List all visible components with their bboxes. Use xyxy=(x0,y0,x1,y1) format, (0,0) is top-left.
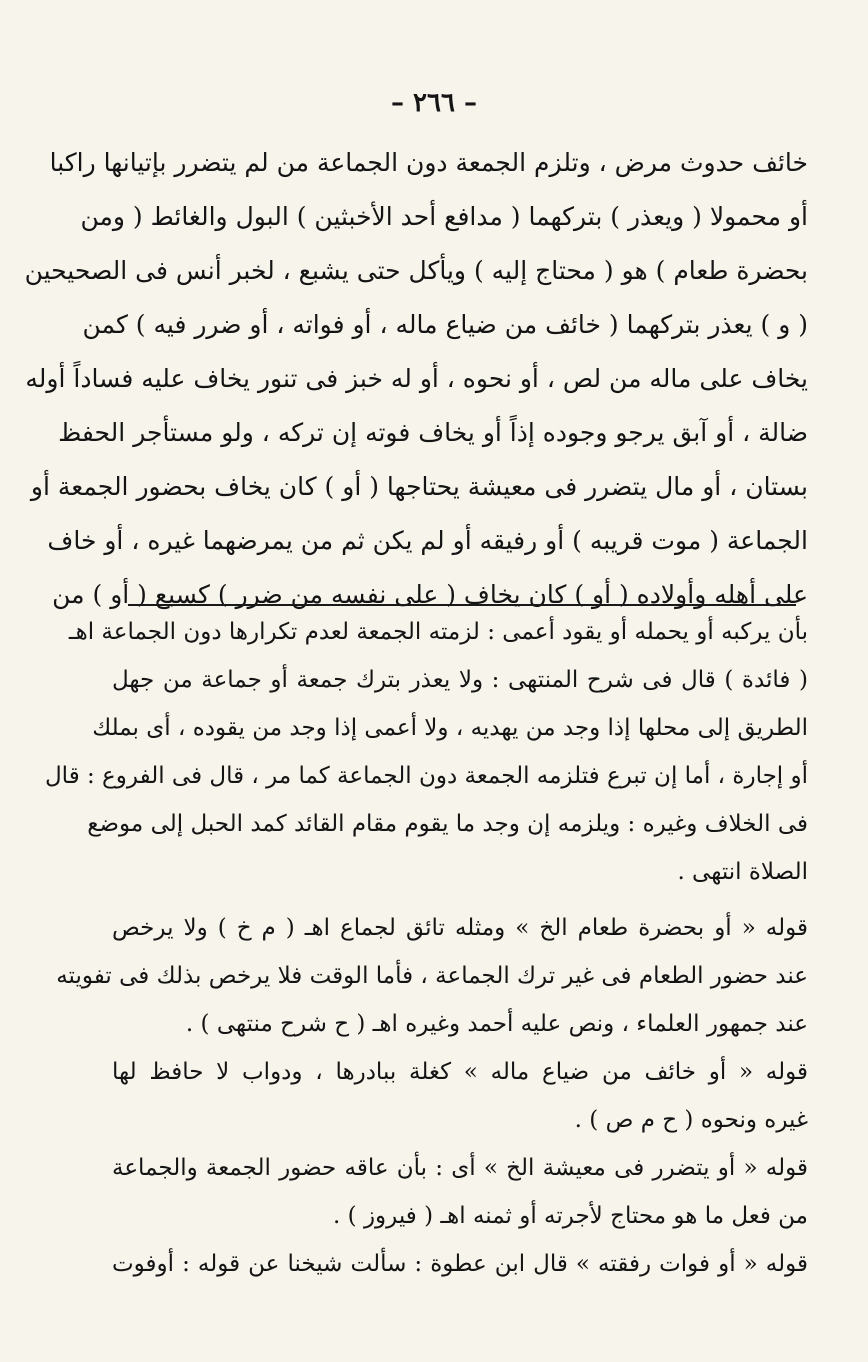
main-text-line: ( و ) يعذر بتركهما ( خائف من ضياع ماله ، أو فواته ، أو ضرر فيه ) كمن xyxy=(82,310,808,339)
page-number: – ٢٦٦ – xyxy=(390,88,478,118)
footnote-line: أو إجارة ، أما إن تبرع فتلزمه الجمعة دون الجماعة كما مر ، قال فى الفروع : قال xyxy=(44,763,808,789)
footnote-line: فى الخلاف وغيره : ويلزمه إن وجد ما يقوم مقام القائد كمد الحبل إلى موضع xyxy=(87,811,808,837)
footnote-line: بأن يركبه أو يحمله أو يقود أعمى : لزمته الجمعة لعدم تكرارها دون الجماعة اهـ xyxy=(68,619,808,645)
main-text-line: بستان ، أو مال يتضرر فى معيشة يحتاجها ( أو ) كان يخاف بحضور الجمعة أو xyxy=(30,472,808,501)
footnote-line: الصلاة انتهى . xyxy=(677,859,808,885)
footnote-line: عند حضور الطعام فى غير ترك الجماعة ، فأما الوقت فلا يرخص بذلك فى تفويته xyxy=(56,963,808,989)
main-text-line: على أهله وأولاده ( أو ) كان يخاف ( على نفسه من ضرر ) كسبع ( أو ) من xyxy=(52,580,808,609)
footnote-line: قوله « أو خائف من ضياع ماله » كغلة ببادرها ، ودواب لا حافظ لها xyxy=(112,1059,808,1085)
footnote-line: قوله « أو بحضرة طعام الخ » ومثله تائق لجماع اهـ ( م خ ) ولا يرخص xyxy=(112,915,808,941)
main-text-line: خائف حدوث مرض ، وتلزم الجمعة دون الجماعة من لم يتضرر بإتيانها راكبا xyxy=(49,148,808,177)
footnote-separator xyxy=(128,604,796,606)
main-text-block xyxy=(24,136,808,622)
main-text-line: بحضرة طعام ) هو ( محتاج إليه ) ويأكل حتى يشبع ، لخبر أنس فى الصحيحين xyxy=(24,256,808,285)
footnote-line: عند جمهور العلماء ، ونص عليه أحمد وغيره اهـ ( ح شرح منتهى ) . xyxy=(185,1011,808,1037)
footnote-line: قوله « أو فوات رفقته » قال ابن عطوة : سألت شيخنا عن قوله : أوفوت xyxy=(112,1251,808,1277)
footnote-line: ( فائدة ) قال فى شرح المنتهى : ولا يعذر بترك جمعة أو جماعة من جهل xyxy=(112,667,808,693)
footnote-line: غيره ونحوه ( ح م ص ) . xyxy=(574,1107,808,1133)
main-text-line: أو محمولا ( ويعذر ) بتركهما ( مدافع أحد الأخبثين ) البول والغائط ( ومن xyxy=(80,202,808,231)
footnote-line: من فعل ما هو محتاج لأجرته أو ثمنه اهـ ( فيروز ) . xyxy=(333,1203,808,1229)
footnote-line: قوله « أو يتضرر فى معيشة الخ » أى : بأن عاقه حضور الجمعة والجماعة xyxy=(112,1155,808,1181)
main-text-line: يخاف على ماله من لص ، أو نحوه ، أو له خبز فى تنور يخاف عليه فساداً أوله xyxy=(25,364,808,393)
main-text-line: الجماعة ( موت قريبه ) أو رفيقه أو لم يكن ثم من يمرضهما غيره ، أو خاف xyxy=(47,526,808,555)
main-text-line: ضالة ، أو آبق يرجو وجوده إذاً أو يخاف فوته إن تركه ، ولو مستأجر الحفظ xyxy=(58,418,808,447)
footnote-line: الطريق إلى محلها إذا وجد من يهديه ، ولا أعمى إذا وجد من يقوده ، أى بملك xyxy=(92,715,808,741)
footnotes-block xyxy=(44,608,808,1288)
